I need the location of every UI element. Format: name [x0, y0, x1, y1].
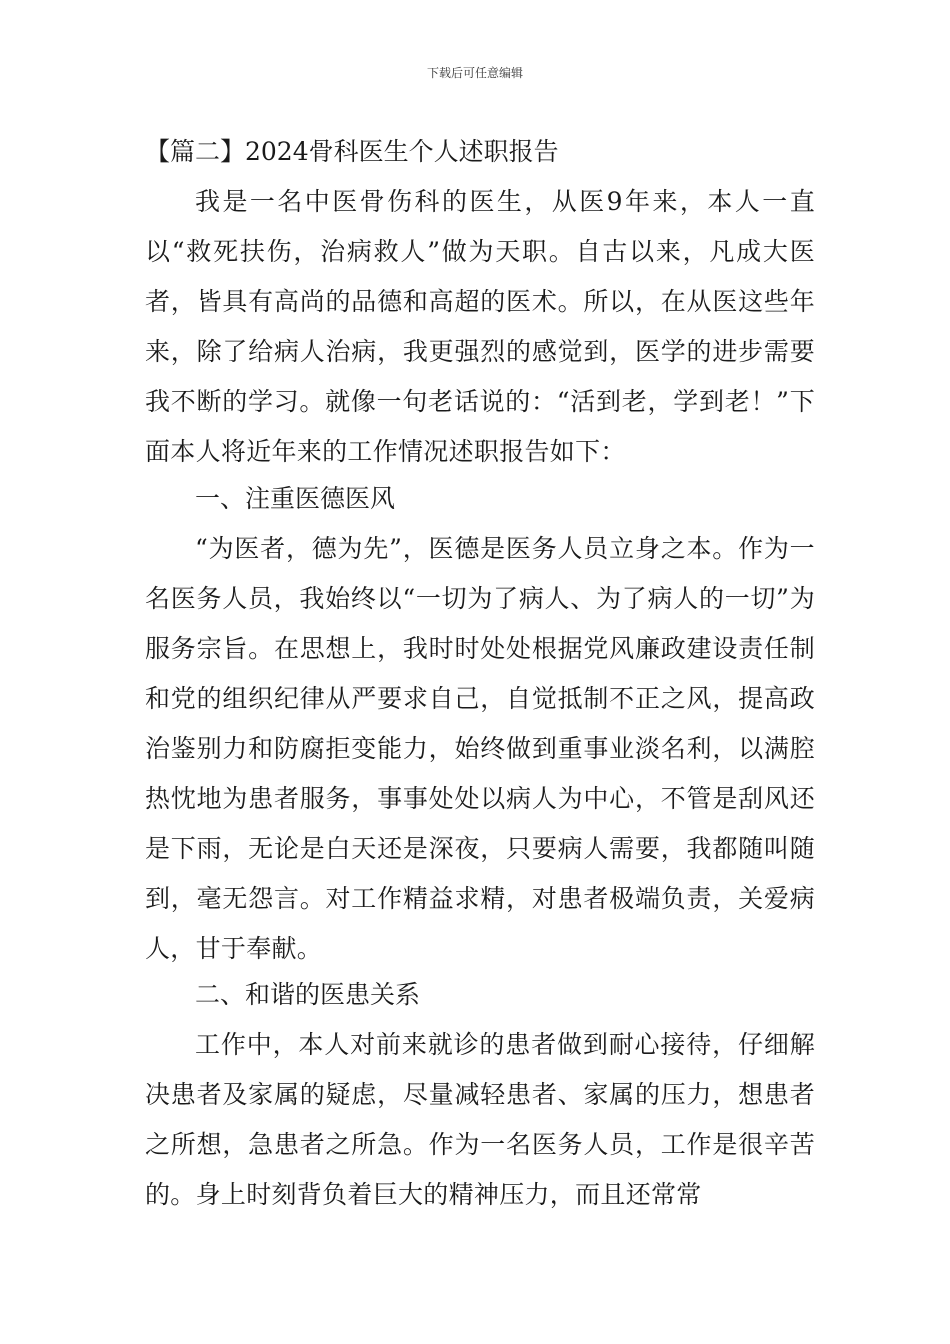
document-title: 【篇二】2024骨科医生个人述职报告 — [145, 137, 559, 166]
page-header-note: 下载后可任意编辑 — [426, 66, 523, 80]
section-heading-doctor-patient-relations: 二、和谐的医患关系 — [195, 980, 421, 1009]
section-heading-medical-ethics: 一、注重医德医风 — [195, 484, 396, 513]
section-body-doctor-patient-relations: 工作中，本人对前来就诊的患者做到耐心接待，仔细解决患者及家属的疑虑，尽量减轻患者、家属的压力，想患者之所想，急患者之所急。作为一名医务人员，工作是很辛苦的。身上时刻背负着巨大的精神压力，而且还常常 — [145, 1030, 815, 1209]
section-body-medical-ethics: “为医者，德为先”，医德是医务人员立身之本。作为一名医务人员，我始终以“一切为了病人、为了病人的一切”为服务宗旨。在思想上，我时时处处根据党风廉政建设责任制和党的组织纪律从严要求自己，自觉抵制不正之风，提高政治鉴别力和防腐拒变能力，始终做到重事业淡名利，以满腔热忱地为患者服务，事事处处以病人为中心，不管是刮风还是下雨，无论是白天还是深夜，只要病人需要，我都随叫随到，毫无怨言。对工作精益求精，对患者极端负责，关爱病人，甘于奉献。 — [145, 534, 815, 963]
intro-paragraph: 我是一名中医骨伤科的医生，从医9年来，本人一直以“救死扶伤，治病救人”做为天职。自古以来，凡成大医者，皆具有高尚的品德和高超的医术。所以，在从医这些年来，除了给病人治病，我更强烈的感觉到，医学的进步需要我不断的学习。就像一句老话说的：“活到老，学到老！”下面本人将近年来的工作情况述职报告如下： — [145, 187, 815, 466]
